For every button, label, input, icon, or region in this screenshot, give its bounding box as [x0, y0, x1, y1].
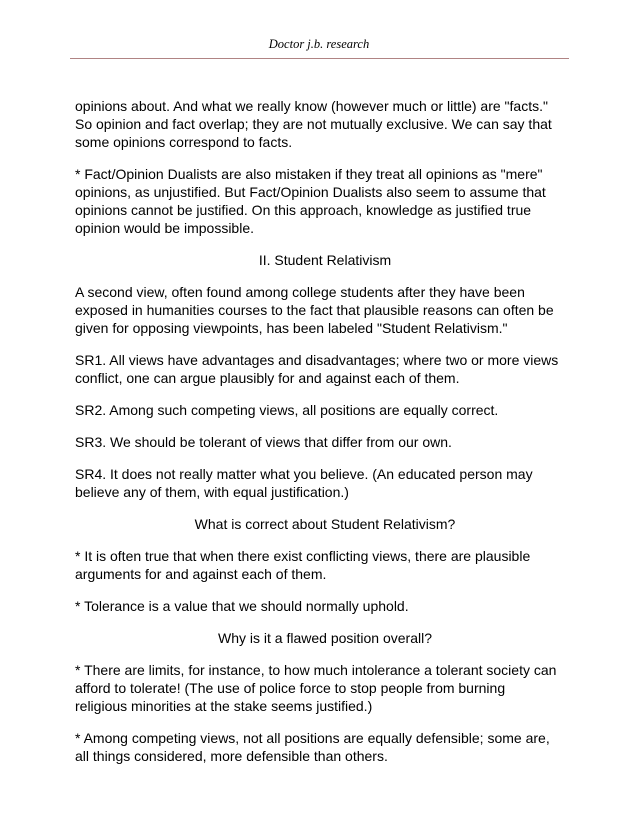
- subheading-what-is-correct: What is correct about Student Relativism?: [194, 516, 456, 532]
- paragraph-sr1: SR1. All views have advantages and disadvantages; where two or more views conflict, one can argue plausibly for and against each of them.: [75, 352, 559, 386]
- document-body: [75, 97, 575, 779]
- subheading-why-flawed: Why is it a flawed position overall?: [218, 630, 432, 646]
- header-divider: [70, 58, 569, 59]
- page-header: Doctor j.b. research: [268, 37, 370, 51]
- paragraph-sr3: SR3. We should be tolerant of views that differ from our own.: [75, 434, 452, 450]
- paragraph-dualists: * Fact/Opinion Dualists are also mistaken if they treat all opinions as "mere" opinions, as unjustified. But Fact/Opinion Dualists also seem to assume that opinions cannot be justified. On this approach, knowledge as justified true opinion would be impossible.: [75, 166, 546, 236]
- paragraph-competing-views: * Among competing views, not all positions are equally defensible; some are, all things considered, more defensible than others.: [75, 730, 550, 764]
- paragraph-sr4: SR4. It does not really matter what you believe. (An educated person may believe any of them, with equal justification.): [75, 466, 533, 500]
- section-heading-student-relativism: II. Student Relativism: [258, 252, 392, 268]
- paragraph-limits-tolerance: * There are limits, for instance, to how much intolerance a tolerant society can afford to tolerate! (The use of police force to stop people from burning religious minorities at the stake seems justified.): [75, 662, 557, 714]
- paragraph-sr2: SR2. Among such competing views, all positions are equally correct.: [75, 402, 499, 418]
- paragraph-opinions-facts: opinions about. And what we really know (however much or little) are "facts." So opinion and fact overlap; they are not mutually exclusive. We can say that some opinions correspond to facts.: [75, 98, 552, 150]
- paragraph-tolerance: * Tolerance is a value that we should normally uphold.: [75, 598, 409, 614]
- paragraph-second-view: A second view, often found among college students after they have been exposed in humanities courses to the fact that plausible reasons can often be given for opposing viewpoints, has been labeled "Student Relativism.": [75, 284, 554, 336]
- paragraph-conflicting-views: * It is often true that when there exist conflicting views, there are plausible arguments for and against each of them.: [75, 548, 531, 582]
